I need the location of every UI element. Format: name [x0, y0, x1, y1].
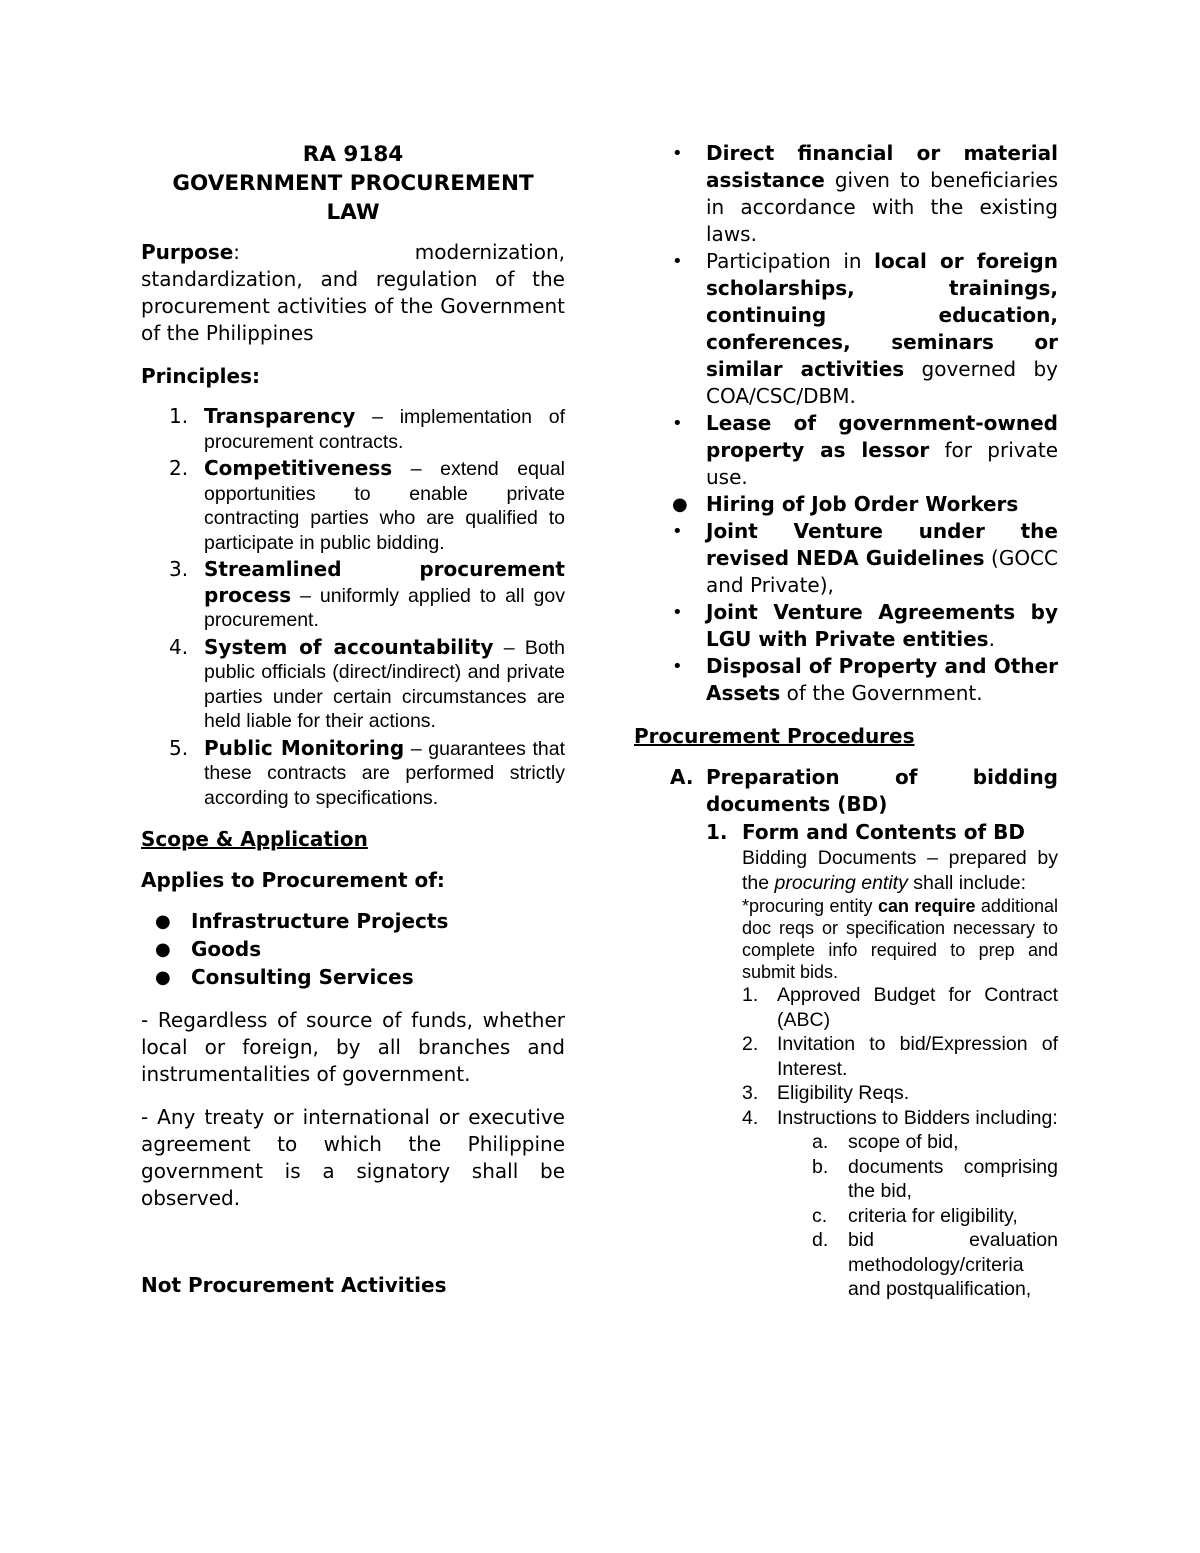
- item-text: bid evaluation methodology/criteria and postqualification,: [848, 1229, 1058, 1300]
- principle-item: [141, 557, 565, 633]
- right-column: [634, 140, 1058, 1302]
- not-procurement-item: [634, 410, 1058, 491]
- item-text: Invitation to bid/Expression of Interest.: [777, 1033, 1058, 1080]
- bullet-icon: •: [672, 521, 683, 542]
- item-text: governed by COA/CSC/DBM.: [706, 357, 1058, 408]
- principle-title: Streamlined procurement process: [204, 557, 565, 607]
- item-letter: b.: [812, 1155, 829, 1178]
- bidding-docs-intro: [634, 846, 1058, 895]
- item-bold: Joint Venture under the revised NEDA Guidelines: [706, 519, 1058, 570]
- item-letter: a.: [812, 1131, 829, 1153]
- purpose-text: : modernization, standardization, and regulation of the procurement activities of the Government of the Philippines: [141, 240, 572, 345]
- procedures-heading: Procurement Procedures: [634, 724, 915, 748]
- not-procurement-heading: Not Procurement Activities: [141, 1273, 447, 1297]
- principle-number: 1.: [169, 404, 189, 428]
- sub-step-1-title: Form and Contents of BD: [742, 820, 1025, 844]
- intro-text-b: shall include:: [907, 871, 1027, 894]
- principle-text: – uniformly applied to all gov procurement.: [204, 584, 565, 631]
- principle-number: 2.: [169, 456, 189, 480]
- intro-text-a: Bidding Documents – prepared by the: [742, 847, 1058, 894]
- principle-title: Public Monitoring: [204, 735, 405, 760]
- note-text-c: additional doc reqs or specification necessary to complete info required to prep and submit bids.: [742, 896, 1058, 982]
- applies-item: [141, 908, 565, 935]
- bullet-icon: ●: [155, 911, 171, 932]
- bidding-docs-list: [634, 983, 1058, 1130]
- principle-text: – Both public officials (direct/indirect) and private parties under certain circumstances are held liable for their actions.: [204, 636, 565, 732]
- principle-number: 4.: [169, 634, 189, 659]
- purpose-label: Purpose: [141, 240, 234, 264]
- item-text: for private use.: [706, 438, 1058, 489]
- item-number: 3.: [742, 1082, 759, 1104]
- procuring-entity-note: [634, 895, 1058, 983]
- instructions-sub-item: [634, 1130, 1058, 1155]
- principle-text: – implementation of procurement contracts.: [204, 406, 565, 453]
- bullet-icon: •: [672, 251, 683, 272]
- principle-text: – extend equal opportunities to enable private contracting parties who are qualified to participate in public bidding.: [204, 458, 565, 554]
- item-text: of the Government.: [780, 681, 983, 705]
- bidding-doc-item: [634, 1106, 1058, 1131]
- scope-heading: Scope & Application: [141, 827, 368, 851]
- title-line-2: GOVERNMENT PROCUREMENT: [172, 171, 534, 196]
- item-bold: local or foreign scholarships, trainings, continuing education, conferences, seminars or similar activities: [706, 249, 1058, 381]
- instructions-sub-item: [634, 1228, 1058, 1302]
- not-procurement-item: [634, 248, 1058, 410]
- item-number: 1.: [742, 984, 759, 1006]
- step-a-title: Preparation of bidding documents (BD): [706, 765, 1058, 816]
- bidding-doc-item: [634, 983, 1058, 1032]
- intro-emphasis: procuring entity: [774, 871, 908, 894]
- principle-title: Competitiveness: [204, 456, 393, 480]
- applies-item: [141, 964, 565, 991]
- not-procurement-item: [634, 140, 1058, 248]
- principles-list: [141, 404, 565, 810]
- principle-number: 5.: [169, 735, 189, 760]
- applies-item-label: Consulting Services: [191, 965, 414, 989]
- item-text: criteria for eligibility,: [848, 1204, 1018, 1227]
- item-letter: c.: [812, 1204, 828, 1227]
- principle-item: [141, 404, 565, 454]
- item-bold: Lease of government-owned property as lessor: [706, 411, 1058, 462]
- sub-step-1-label: 1.: [706, 820, 728, 844]
- bullet-icon: •: [672, 413, 683, 434]
- bidding-doc-item: [634, 1032, 1058, 1081]
- item-text: (GOCC and Private),: [706, 546, 1058, 597]
- instructions-sub-item: [634, 1204, 1058, 1229]
- item-text: Approved Budget for Contract (ABC): [777, 984, 1058, 1031]
- item-letter: d.: [812, 1229, 829, 1251]
- item-bold: Hiring of Job Order Workers: [706, 492, 1019, 516]
- not-procurement-list: [634, 140, 1058, 707]
- bullet-icon: ●: [672, 494, 688, 515]
- applies-item-label: Infrastructure Projects: [191, 909, 449, 933]
- not-procurement-item: [634, 518, 1058, 599]
- principle-item: [141, 736, 565, 811]
- applies-item: [141, 936, 565, 963]
- principle-title: Transparency: [204, 404, 356, 428]
- sub-step-1: [634, 819, 1058, 846]
- not-procurement-item: [634, 599, 1058, 653]
- applies-list: [141, 908, 565, 991]
- treaty-note: - Any treaty or international or executive agreement to which the Philippine government is a signatory shall be observed.: [141, 1105, 565, 1210]
- principle-text: – guarantees that these contracts are performed strictly according to specifications.: [204, 737, 566, 809]
- bullet-icon: ●: [155, 967, 171, 988]
- item-number: 4.: [742, 1106, 759, 1129]
- item-bold: Direct financial or material assistance: [706, 141, 1058, 192]
- principle-number: 3.: [169, 557, 189, 581]
- instructions-sub-list: [634, 1130, 1058, 1302]
- not-procurement-item: [634, 491, 1058, 518]
- bullet-icon: •: [672, 602, 683, 623]
- title-line-1: RA 9184: [302, 142, 404, 167]
- left-column: [141, 140, 572, 1313]
- document-title: [141, 140, 565, 227]
- principle-item: [141, 456, 565, 555]
- bidding-doc-item: [634, 1081, 1058, 1106]
- principles-heading: Principles:: [141, 364, 260, 388]
- bullet-icon: •: [672, 656, 683, 677]
- bullet-icon: ●: [155, 939, 171, 960]
- title-line-3: LAW: [326, 200, 380, 225]
- note-bold: can require: [877, 896, 976, 916]
- item-bold: Joint Venture Agreements by LGU with Private entities: [706, 600, 1058, 651]
- item-text-pre: Participation in: [706, 249, 875, 273]
- principle-item: [141, 635, 565, 734]
- step-a: [634, 764, 1058, 818]
- instructions-sub-item: [634, 1155, 1058, 1204]
- principle-title: System of accountability: [204, 634, 494, 659]
- note-text-a: *procuring entity: [742, 896, 878, 916]
- applies-item-label: Goods: [191, 937, 262, 961]
- funds-note: - Regardless of source of funds, whether local or foreign, by all branches and instrumentalities of government.: [141, 1008, 565, 1086]
- item-text: given to beneficiaries in accordance with the existing laws.: [706, 168, 1058, 246]
- applies-heading: Applies to Procurement of:: [141, 868, 445, 892]
- item-text: Instructions to Bidders including:: [777, 1106, 1058, 1129]
- item-text: scope of bid,: [848, 1131, 959, 1153]
- not-procurement-item: [634, 653, 1058, 707]
- item-text: Eligibility Reqs.: [777, 1082, 910, 1104]
- item-number: 2.: [742, 1033, 759, 1055]
- purpose-paragraph: [141, 239, 572, 347]
- item-text: documents comprising the bid,: [848, 1155, 1058, 1202]
- step-a-label: A.: [670, 765, 694, 789]
- bullet-icon: •: [672, 143, 683, 164]
- item-text: .: [988, 627, 995, 651]
- item-bold: Disposal of Property and Other Assets: [706, 654, 1058, 705]
